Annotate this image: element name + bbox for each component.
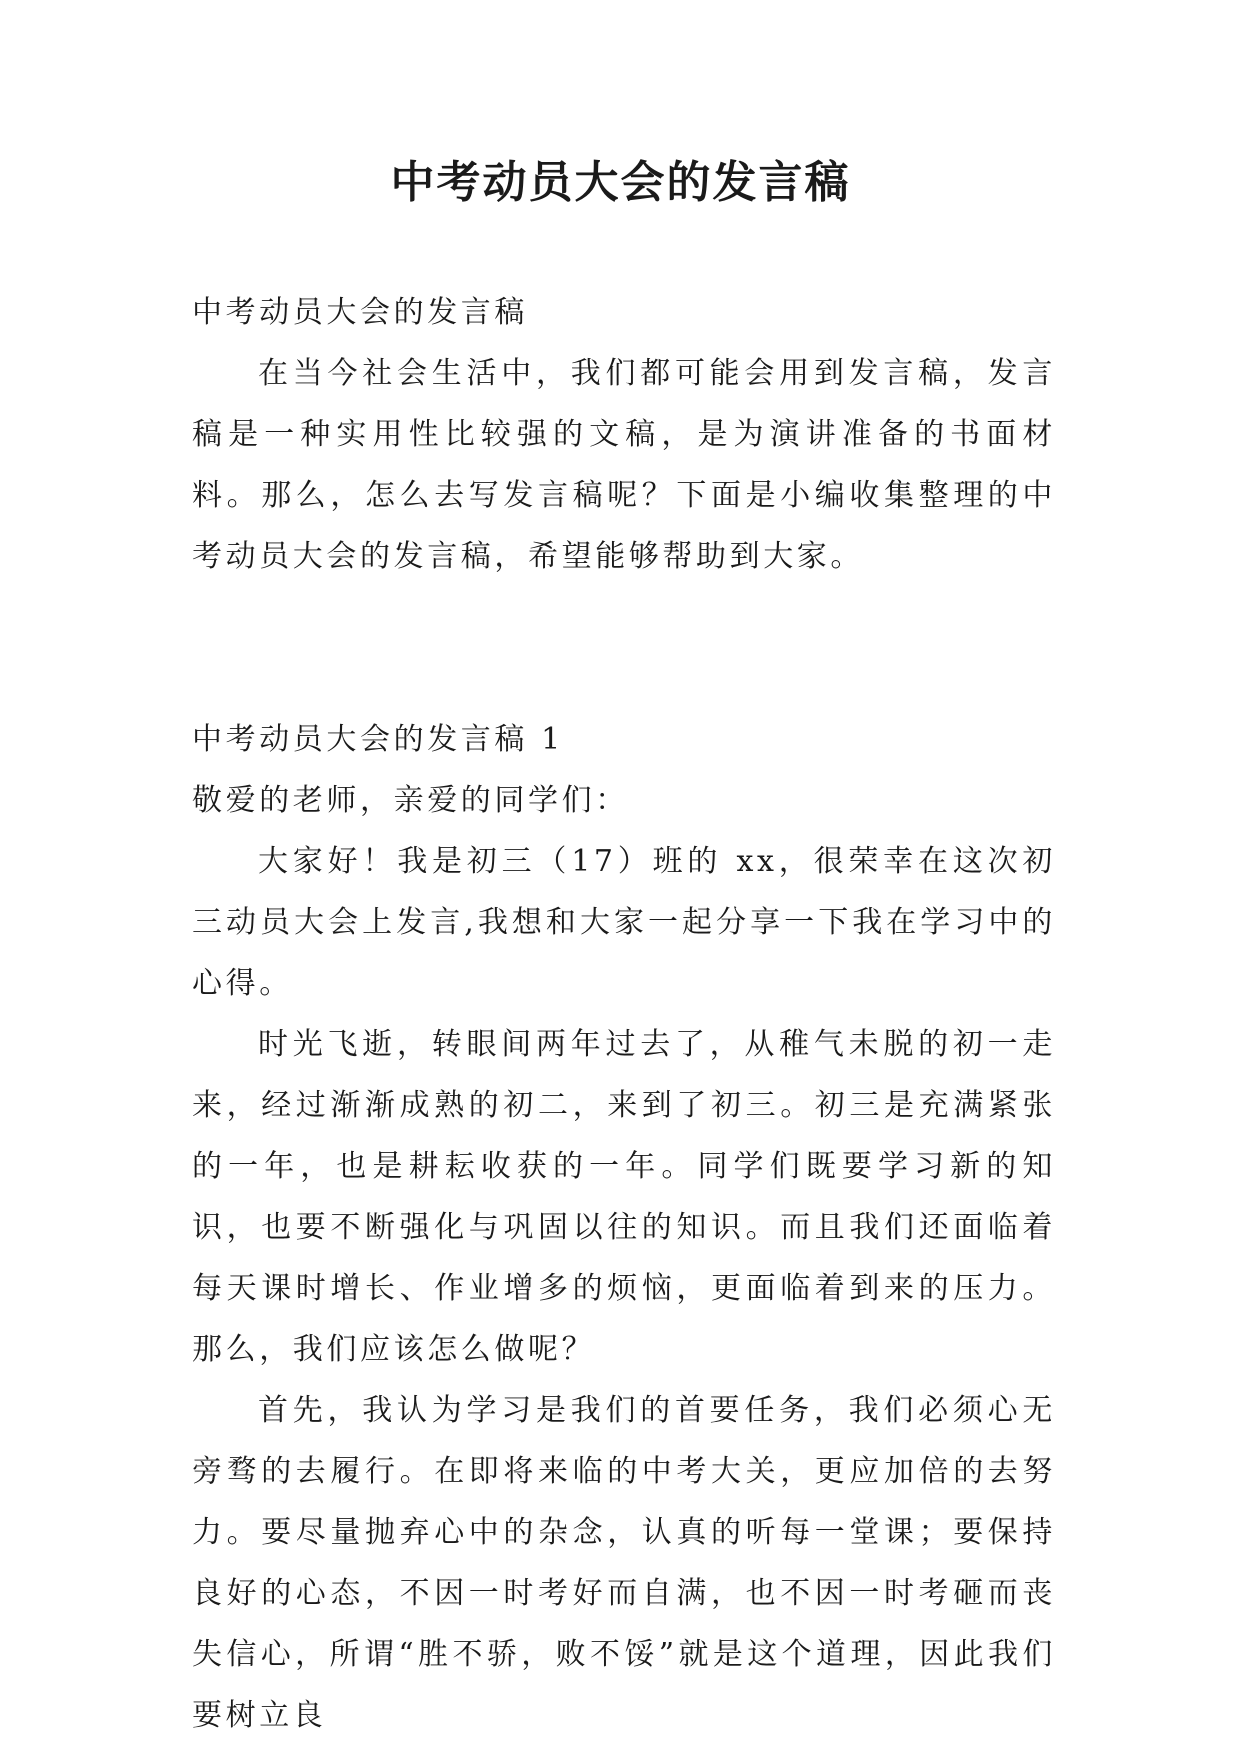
intro-heading: 中考动员大会的发言稿 (192, 295, 528, 330)
speech-salutation: 敬爱的老师，亲爱的同学们： (192, 783, 629, 818)
speech-paragraph: 时光飞逝，转眼间两年过去了，从稚气未脱的初一走来，经过渐渐成熟的初二，来到了初三。初三是充满紧张的一年，也是耕耘收获的一年。同学们既要学习新的知识，也要不断强化与巩固以往的知识。而且我们还面临着每天课时增长、作业增多的烦恼，更面临着到来的压力。那么，我们应该怎么做呢？ (192, 1027, 1056, 1367)
speech-paragraph: 大家好！我是初三（17）班的 xx，很荣幸在这次初三动员大会上发言,我想和大家一起分享一下我在学习中的心得。 (192, 844, 1056, 1001)
section-spacer (192, 587, 1056, 709)
speech-paragraph: 首先，我认为学习是我们的首要任务，我们必须心无旁骛的去履行。在即将来临的中考大关，更应加倍的去努力。要尽量抛弃心中的杂念，认真的听每一堂课；要保持良好的心态，不因一时考好而自满，也不因一时考砸而丧失信心，所谓“胜不骄，败不馁”就是这个道理，因此我们要树立良 (192, 1393, 1056, 1733)
speech-heading: 中考动员大会的发言稿 1 (192, 722, 564, 757)
document-title: 中考动员大会的发言稿 (390, 157, 851, 208)
document-body (192, 282, 1056, 1746)
intro-paragraph: 在当今社会生活中，我们都可能会用到发言稿，发言稿是一种实用性比较强的文稿，是为演讲准备的书面材料。那么，怎么去写发言稿呢？下面是小编收集整理的中考动员大会的发言稿，希望能够帮助到大家。 (192, 356, 1056, 574)
